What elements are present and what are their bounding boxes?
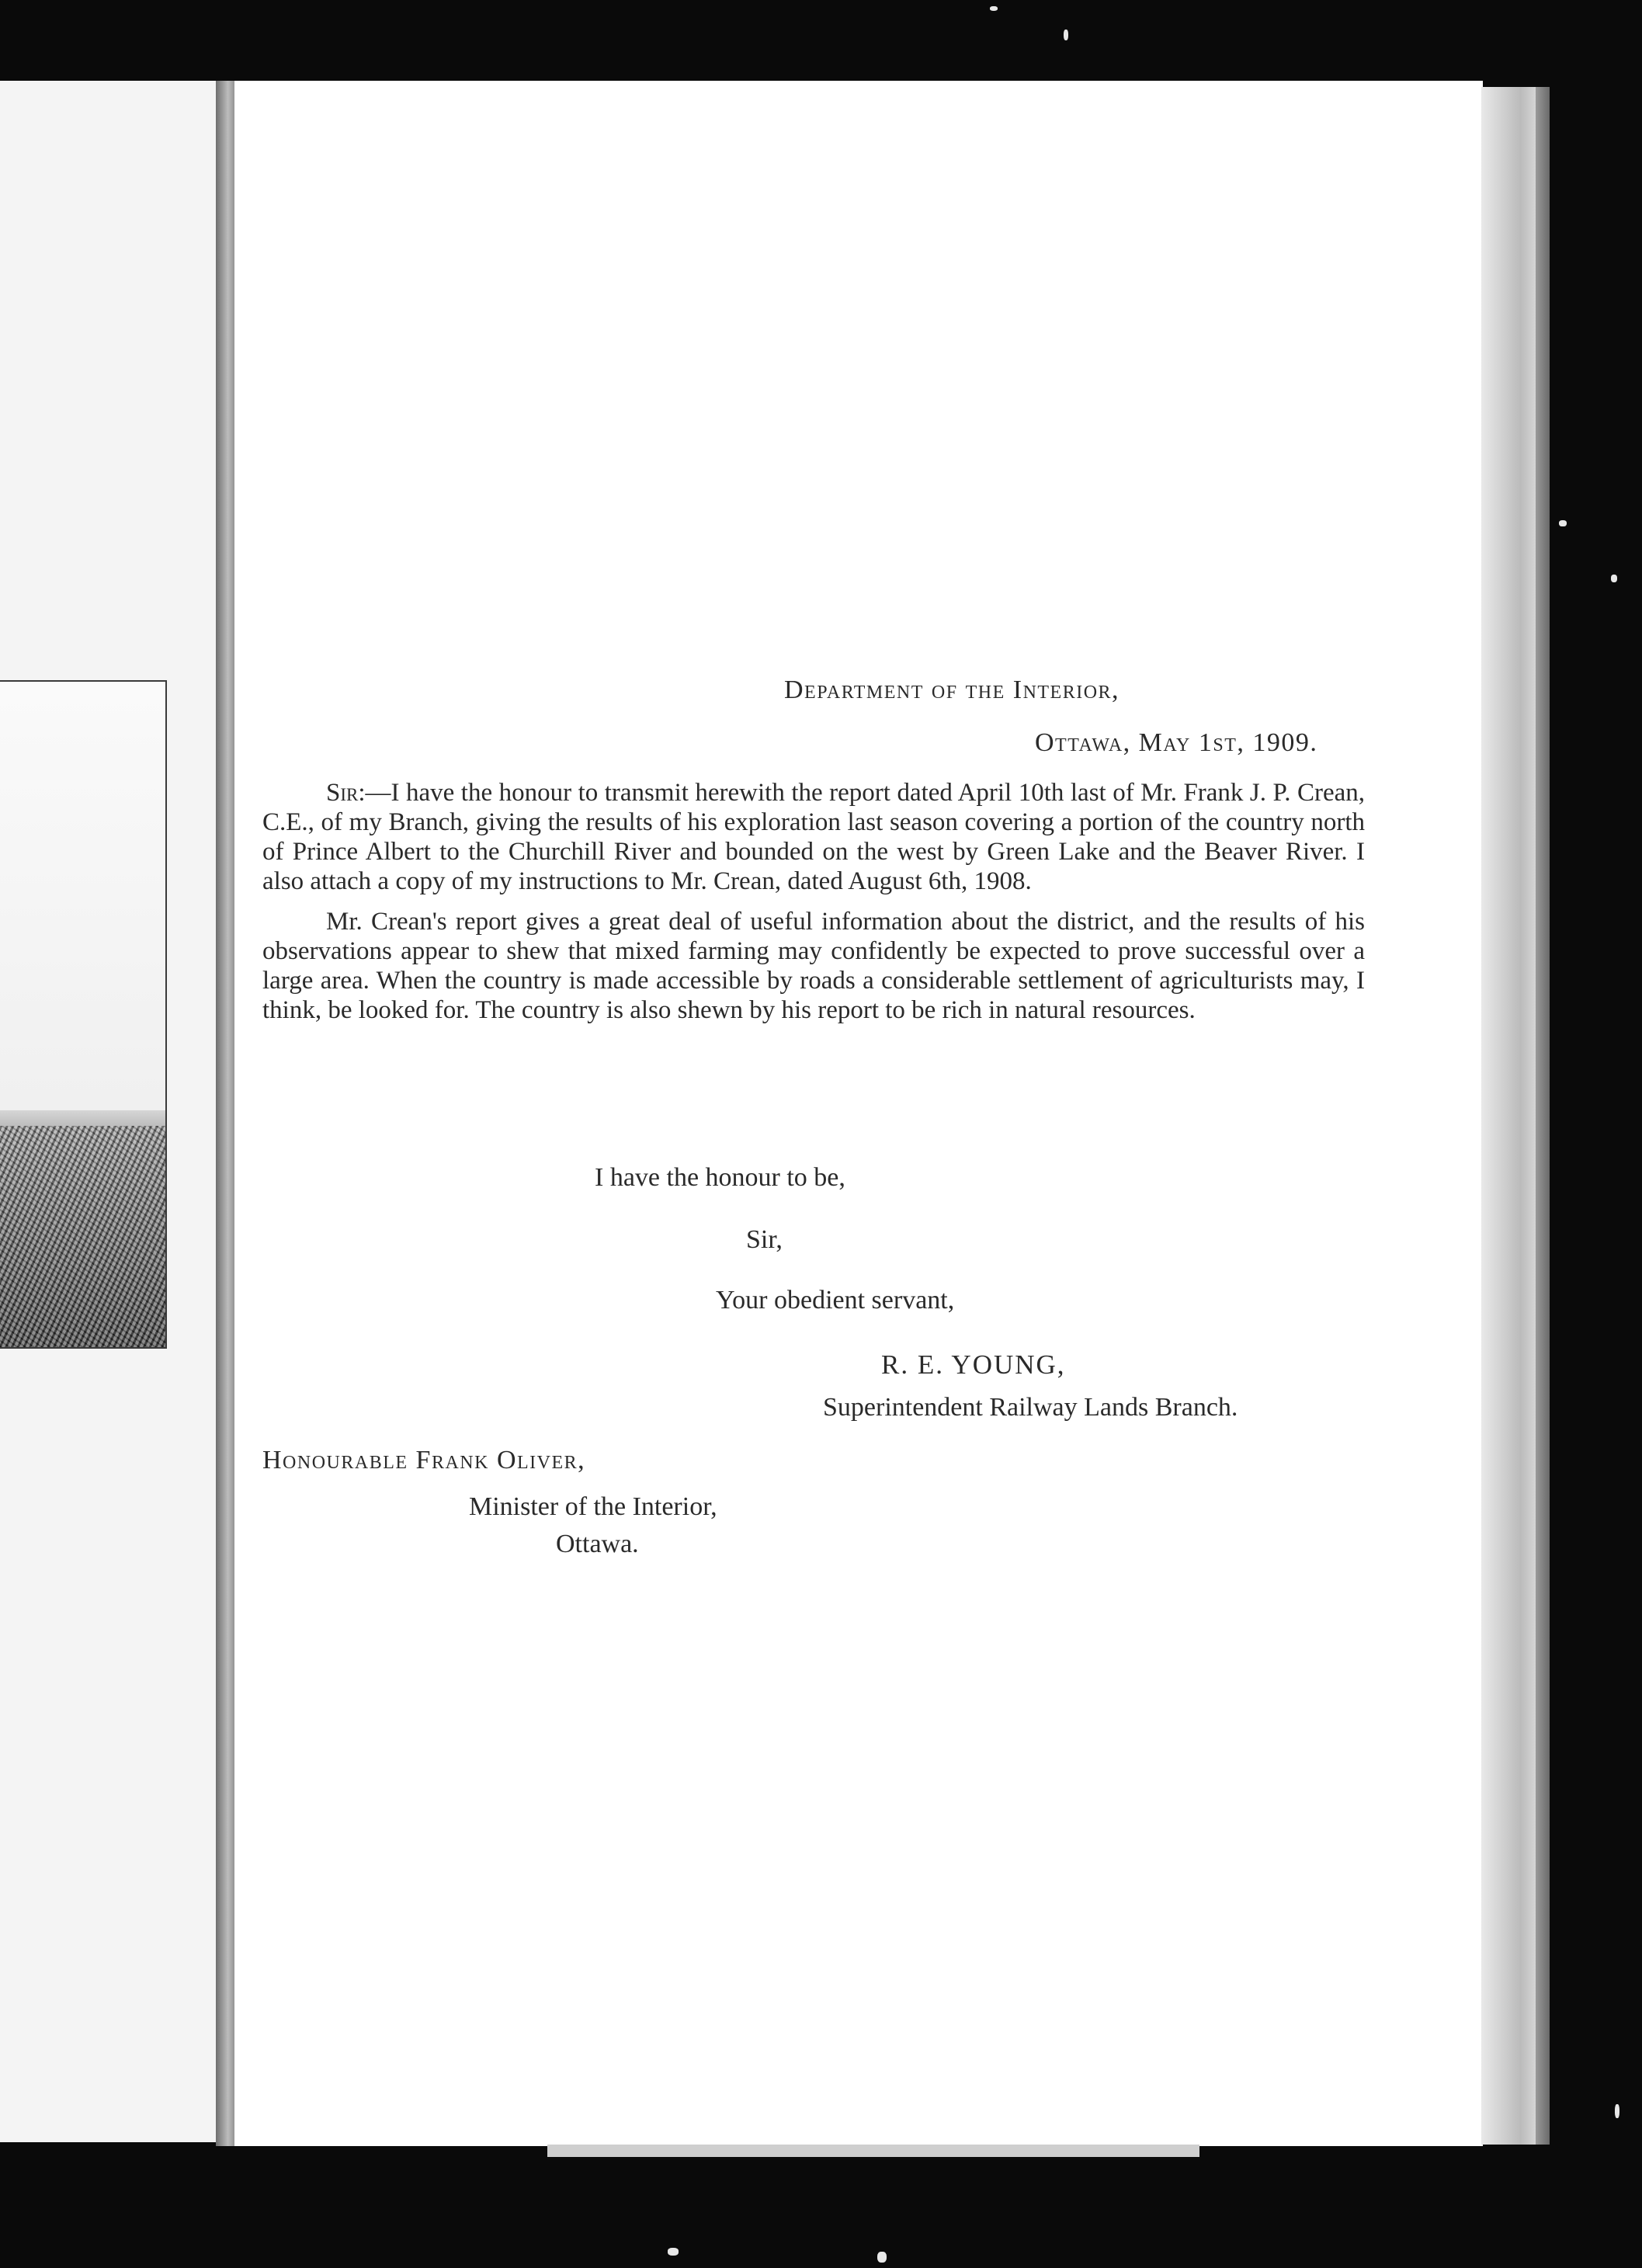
closing-sir: Sir, (746, 1225, 783, 1254)
letter-place-date (1035, 730, 1317, 756)
photo-ground (0, 1126, 165, 1347)
page-edges (1481, 87, 1537, 2145)
letter-place-date-text: Ottawa, May 1st, 1909. (1035, 728, 1318, 757)
page-edge-shadow (1536, 87, 1550, 2145)
addressee-city: Ottawa. (556, 1530, 639, 1558)
scan-speck (668, 2248, 679, 2256)
scan-speck (990, 6, 998, 11)
letter-paragraph-1 (262, 778, 1365, 896)
photo-sky (0, 682, 165, 1110)
signature-name: R. E. YOUNG, (881, 1349, 1066, 1380)
letter-department-heading: Department of the Interior, (784, 676, 1120, 704)
scan-speck (1615, 2104, 1619, 2118)
letter-page (234, 81, 1483, 2146)
salutation-lead: Sir: (326, 779, 366, 807)
letter-body (262, 778, 1365, 1025)
photo-horizon (0, 1110, 165, 1126)
closing-honour-line: I have the honour to be, (595, 1163, 845, 1192)
scan-speck (877, 2252, 887, 2263)
scan-speck (1064, 30, 1068, 40)
signature-title: Superintendent Railway Lands Branch. (823, 1393, 1238, 1422)
letter-paragraph-2: Mr. Crean's report gives a great deal of useful information about the district, and the results of his observations appear to shew that mixed farming may confidently be expected to prove successful over a large area. When the country is made accessible by roads a considerable settlement of agriculturists may, I think, be looked for. The country is also shewn by his report to be rich in natural resources. (262, 908, 1365, 1024)
closing-obedient-servant: Your obedient servant, (716, 1286, 955, 1315)
addressee-title: Minister of the Interior, (469, 1492, 717, 1521)
bottom-page-edge (547, 2145, 1199, 2157)
book-gutter (216, 81, 236, 2146)
paragraph-1-text: —I have the honour to transmit herewith the report dated April 10th last of Mr. Frank J. P. Crean, C.E., of my Branch, giving the results of his exploration last season covering a portion of the country north of Prince Albert to the Churchill River and bounded on the west by Green Lake and the Beaver River. I also attach a copy of my instructions to Mr. Crean, dated August 6th, 1908. (262, 779, 1365, 895)
scan-speck (1559, 520, 1567, 526)
facing-page-photograph (0, 680, 167, 1349)
scan-speck (1611, 575, 1617, 582)
addressee-name: Honourable Frank Oliver, (262, 1446, 586, 1474)
